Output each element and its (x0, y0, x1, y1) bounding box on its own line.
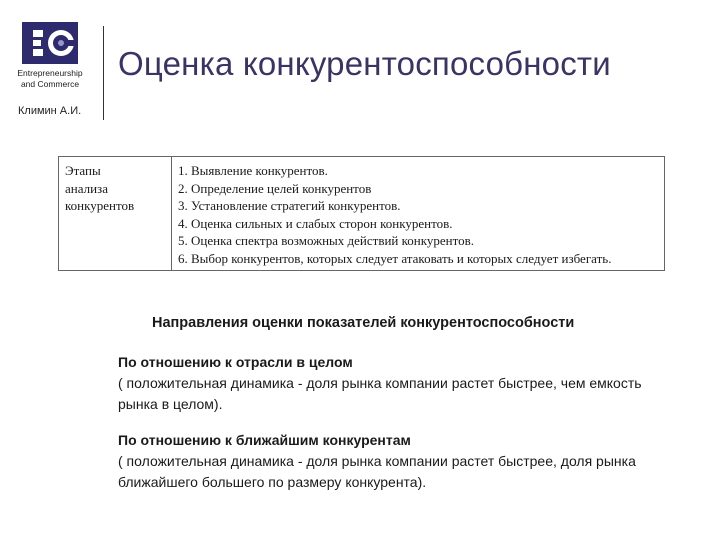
direction-block-industry (118, 352, 678, 415)
list-item: 1. Выявление конкурентов. (178, 163, 328, 178)
logo-caption-line1: Entrepreneurship (17, 68, 83, 78)
header-divider (103, 26, 104, 120)
direction-text: ( положительная динамика - доля рынка компании растет быстрее, доля рынка ближайшего большего по размеру конкурента). (118, 453, 636, 490)
list-item: 4. Оценка сильных и слабых сторон конкурентов. (178, 215, 453, 231)
list-item: 3. Установление стратегий конкурентов. (178, 198, 401, 213)
direction-block-competitors (118, 430, 678, 493)
direction-title: По отношению к ближайшим конкурентам (118, 432, 411, 448)
stages-label-cell (59, 157, 172, 271)
stages-label-line: конкурентов (65, 198, 135, 213)
ec-logo-icon (20, 20, 80, 66)
list-item: 6. Выбор конкурентов, которых следует атаковать и которых следует избегать. (178, 250, 612, 266)
stages-list-cell (172, 157, 665, 271)
logo-caption-line2: and Commerce (20, 79, 80, 89)
direction-title: По отношению к отрасли в целом (118, 354, 353, 370)
list-item: 2. Определение целей конкурентов (178, 180, 372, 196)
author-name: Климин А.И. (18, 105, 82, 117)
logo (14, 20, 86, 90)
stages-label-line: анализа (65, 180, 108, 196)
table-row (59, 157, 665, 271)
directions-heading: Направления оценки показателей конкурентоспособности (152, 315, 575, 331)
list-item: 5. Оценка спектра возможных действий конкурентов. (178, 233, 475, 248)
stages-label-line: Этапы (65, 163, 101, 178)
page-title: Оценка конкурентоспособности (118, 45, 611, 82)
direction-text: ( положительная динамика - доля рынка компании растет быстрее, чем емкость рынка в целом). (118, 375, 642, 412)
stages-table (58, 156, 665, 271)
